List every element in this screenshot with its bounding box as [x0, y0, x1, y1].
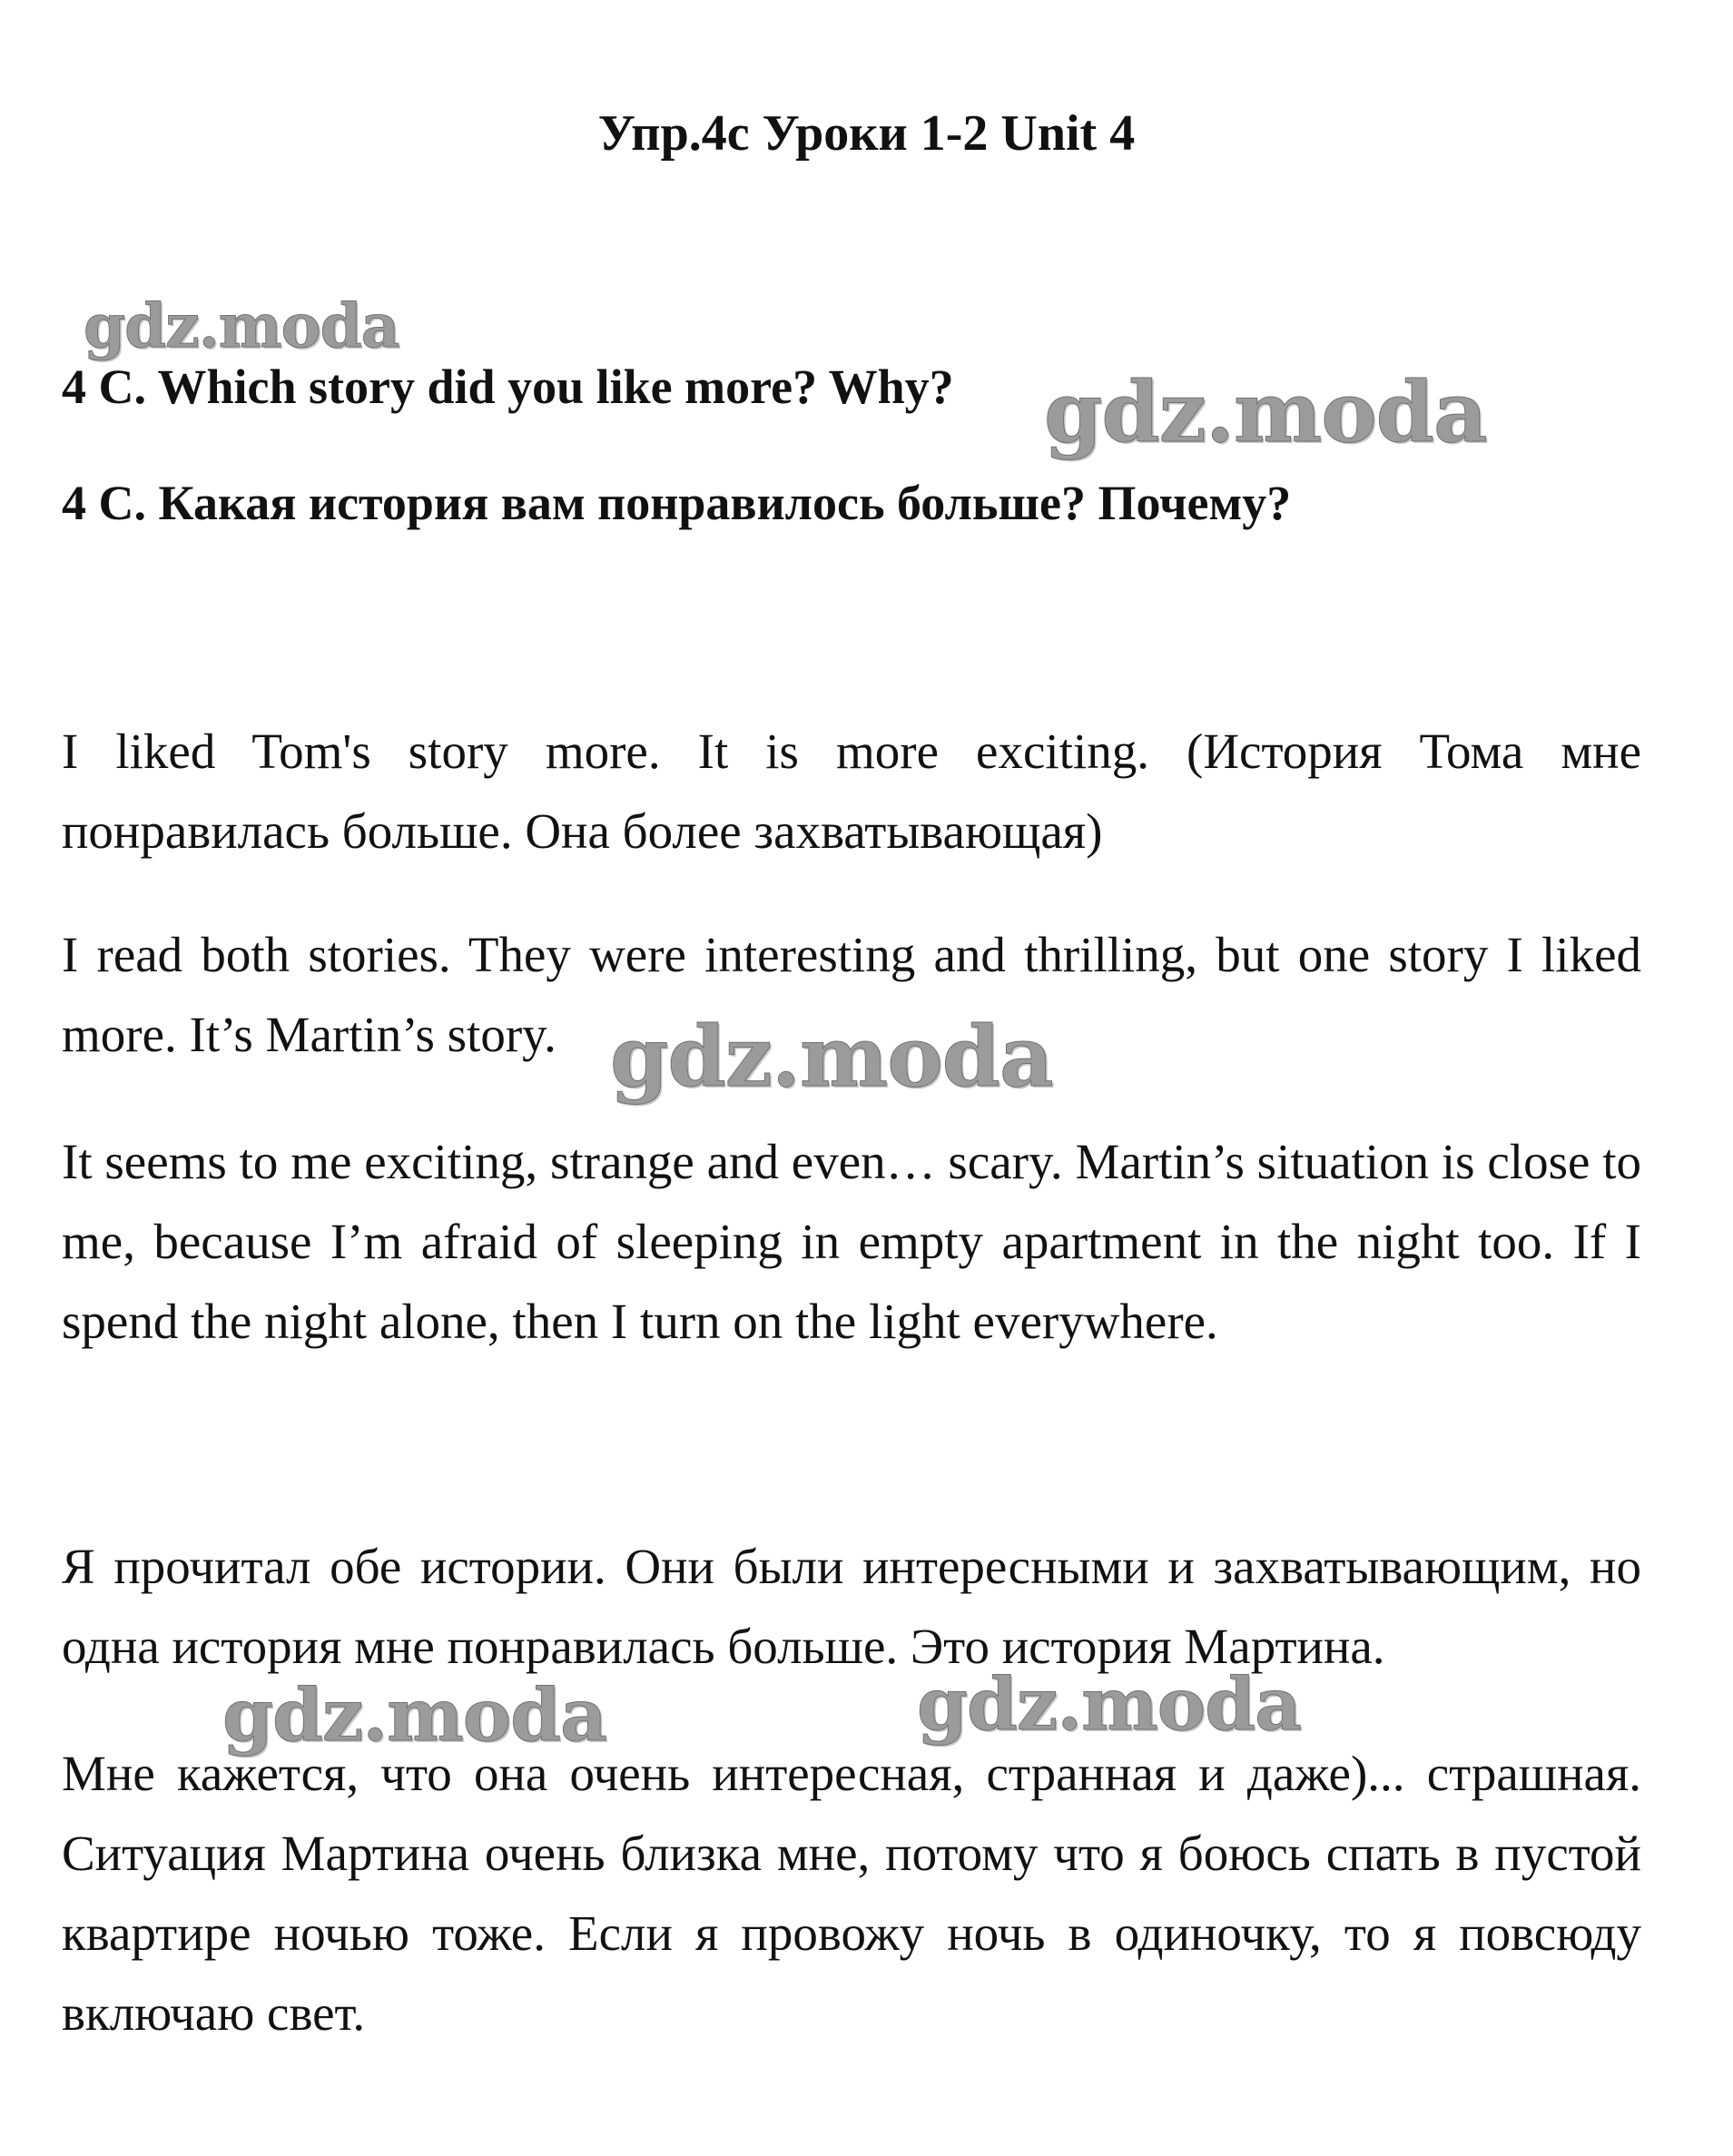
watermark: gdz.moda: [917, 1661, 1301, 1747]
translation-paragraph-2: Мне кажется, что она очень интересная, странная и даже)... страшная. Ситуация Мартина очень близка мне, потому что я боюсь спать в пустой квартире ночью тоже. Если я провожу ночь в одиночку, то я повсюду включаю свет.: [62, 1746, 1641, 2041]
question-en: 4 C. Which story did you like more? Why?: [62, 359, 954, 414]
watermark: gdz.moda: [222, 1672, 606, 1757]
answer-paragraph-2: I read both stories. They were interesting and thrilling, but one story I liked more. It’s Martin’s story.: [62, 927, 1641, 1062]
answer-paragraph-1: I liked Tom's story more. It is more exciting. (История Тома мне понравилась больше. Она более захватывающая): [62, 724, 1641, 859]
watermark: gdz.moda: [84, 290, 399, 361]
page-title: Упр.4с Уроки 1-2 Unit 4: [597, 105, 1136, 162]
translation-paragraph-1: Я прочитал обе истории. Они были интересными и захватывающим, но одна история мне понравилась больше. Это история Мартина.: [62, 1539, 1641, 1674]
watermark: gdz.moda: [1044, 363, 1487, 461]
watermark: gdz.moda: [610, 1008, 1053, 1106]
question-ru: 4 C. Какая история вам понравилось больше? Почему?: [62, 476, 1292, 530]
answer-paragraph-3: It seems to me exciting, strange and even… scary. Martin’s situation is close to me, because I’m afraid of sleeping in empty apartment in the night too. If I spend the night alone, then I turn on the light everywhere.: [62, 1134, 1641, 1349]
